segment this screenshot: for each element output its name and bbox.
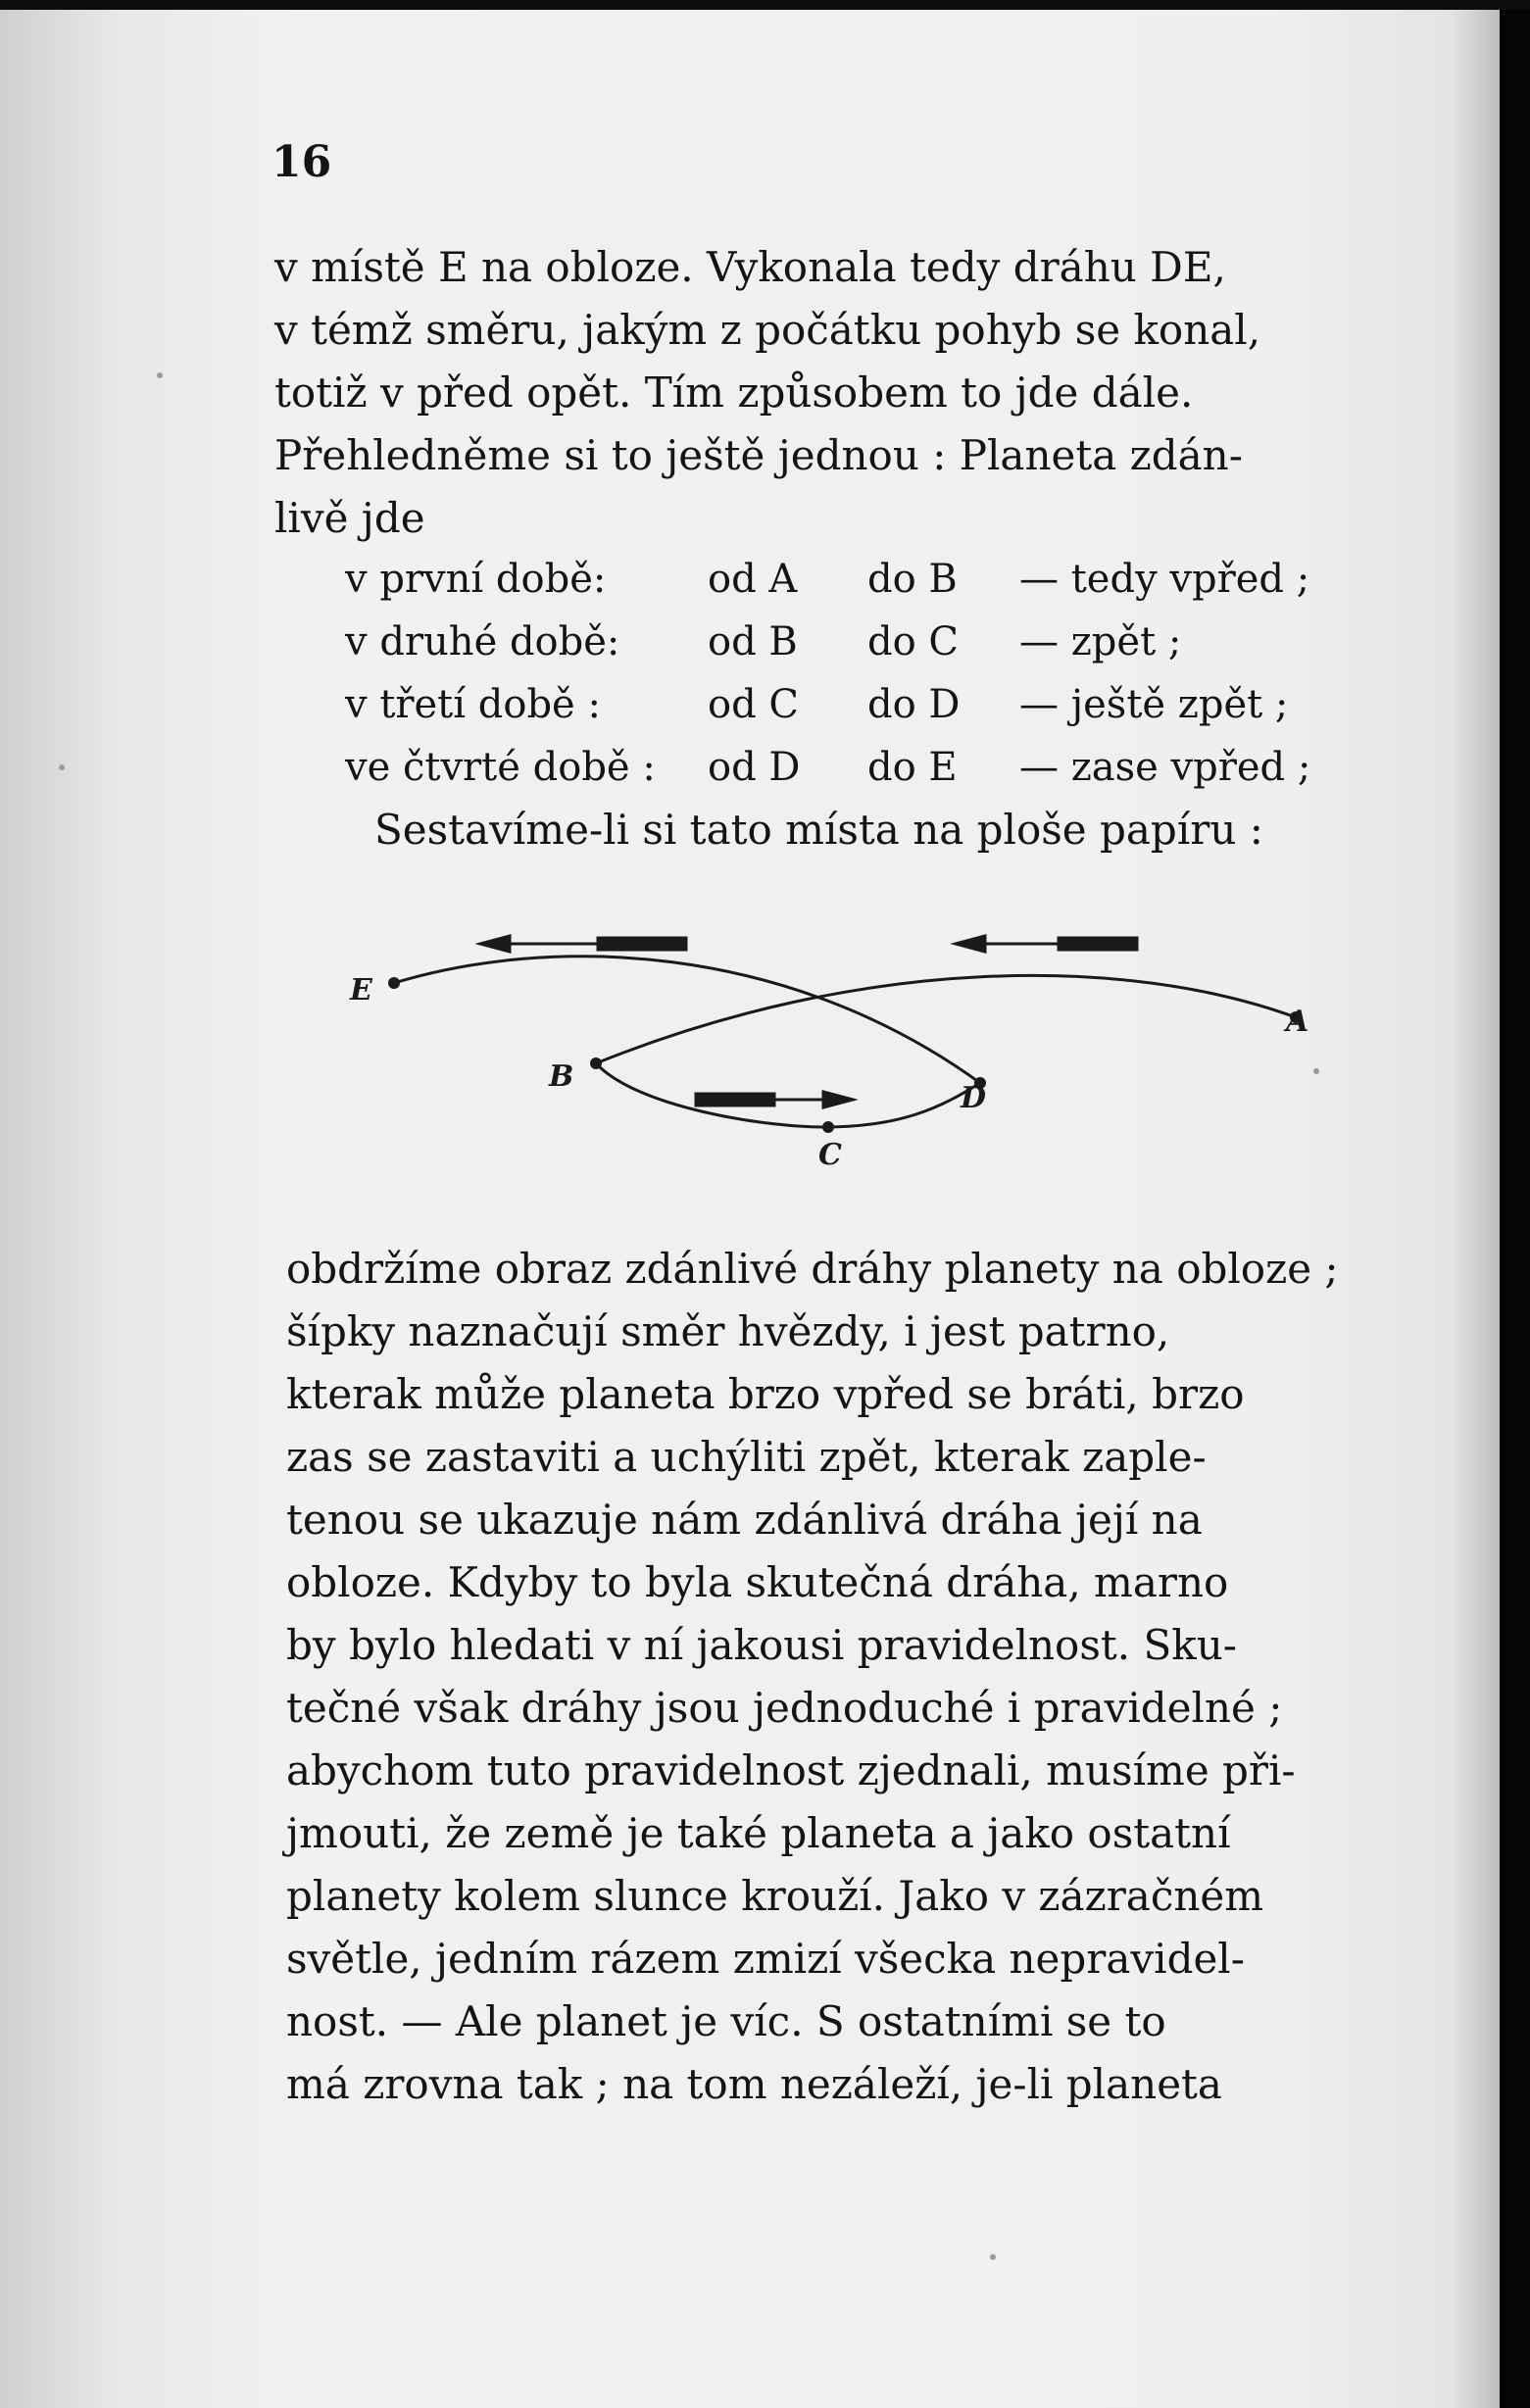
- text-line: jmouti, že země je také planeta a jako ostatní: [286, 1809, 1231, 1857]
- table-cell-dir: — tedy vpřed ;: [1019, 557, 1310, 602]
- text-line: kterak může planeta brzo vpřed se bráti, brzo: [286, 1370, 1245, 1418]
- orbit-arc-A-to-B: [596, 975, 1296, 1063]
- point-B: [590, 1057, 602, 1069]
- table-cell-dir: — zase vpřed ;: [1019, 745, 1311, 790]
- label-C: C: [818, 1138, 842, 1172]
- text-line: obdržíme obraz zdánlivé dráhy planety na obloze ;: [286, 1245, 1339, 1293]
- page-number: 16: [271, 137, 332, 187]
- text-line: livě jde: [274, 494, 425, 542]
- text-line: totiž v před opět. Tím způsobem to jde dále.: [274, 369, 1194, 417]
- text-line: Přehledněme si to ještě jednou : Planeta zdán-: [274, 431, 1243, 479]
- table-cell-period: v druhé době:: [345, 619, 620, 664]
- table-cell-from: od C: [708, 682, 800, 727]
- table-cell-dir: — zpět ;: [1019, 619, 1182, 664]
- text-line: má zrovna tak ; na tom nezáleží, je-li planeta: [286, 2060, 1222, 2108]
- orbit-arc-B-to-D: [596, 1063, 980, 1127]
- text-line: nost. — Ale planet je víc. S ostatními se to: [286, 1997, 1166, 2045]
- label-E: E: [350, 973, 372, 1007]
- label-A: A: [1286, 1005, 1309, 1039]
- text-line: v témž směru, jakým z počátku pohyb se konal,: [274, 306, 1261, 354]
- table-cell-period: ve čtvrté době :: [345, 745, 656, 790]
- text-line: abychom tuto pravidelnost zjednali, musíme při-: [286, 1746, 1296, 1794]
- text-line: šípky naznačují směr hvězdy, i jest patrno,: [286, 1307, 1170, 1355]
- point-E: [388, 977, 400, 989]
- text-line: tenou se ukazuje nám zdánlivá dráha její na: [286, 1496, 1203, 1544]
- table-cell-from: od A: [708, 557, 798, 602]
- text-line: planety kolem slunce krouží. Jako v zázračném: [286, 1872, 1264, 1920]
- table-cell-to: do B: [867, 557, 958, 602]
- table-cell-to: do E: [867, 745, 958, 790]
- paper-speck: [990, 2254, 996, 2260]
- scan-dark-border: [0, 0, 1530, 10]
- table-cell-period: v první době:: [345, 557, 607, 602]
- point-C: [822, 1121, 834, 1133]
- text-line: obloze. Kdyby to byla skutečná dráha, marno: [286, 1558, 1229, 1606]
- table-cell-to: do D: [867, 682, 961, 727]
- table-cell-to: do C: [867, 619, 960, 664]
- scan-dark-border: [1500, 0, 1530, 2408]
- text-line: tečné však dráhy jsou jednoduché i pravidelné ;: [286, 1684, 1283, 1732]
- table-cell-period: v třetí době :: [345, 682, 601, 727]
- text-line: zas se zastaviti a uchýliti zpět, kterak zaple-: [286, 1433, 1207, 1481]
- table-cell-from: od D: [708, 745, 801, 790]
- text-line: by bylo hledati v ní jakousi pravidelnost. Sku-: [286, 1621, 1237, 1669]
- direction-arrows: [480, 936, 1137, 1107]
- table-cell-from: od B: [708, 619, 798, 664]
- orbit-arc-E-to-D: [394, 957, 980, 1083]
- text-line: světle, jedním rázem zmizí všecka nepravidel-: [286, 1935, 1245, 1983]
- table-cell-dir: — ještě zpět ;: [1019, 682, 1289, 727]
- label-B: B: [549, 1059, 574, 1094]
- lead-in-line: Sestavíme-li si tato místa na ploše papíru :: [374, 806, 1263, 854]
- text-line: v místě E na obloze. Vykonala tedy dráhu DE,: [274, 243, 1226, 291]
- label-D: D: [961, 1081, 987, 1115]
